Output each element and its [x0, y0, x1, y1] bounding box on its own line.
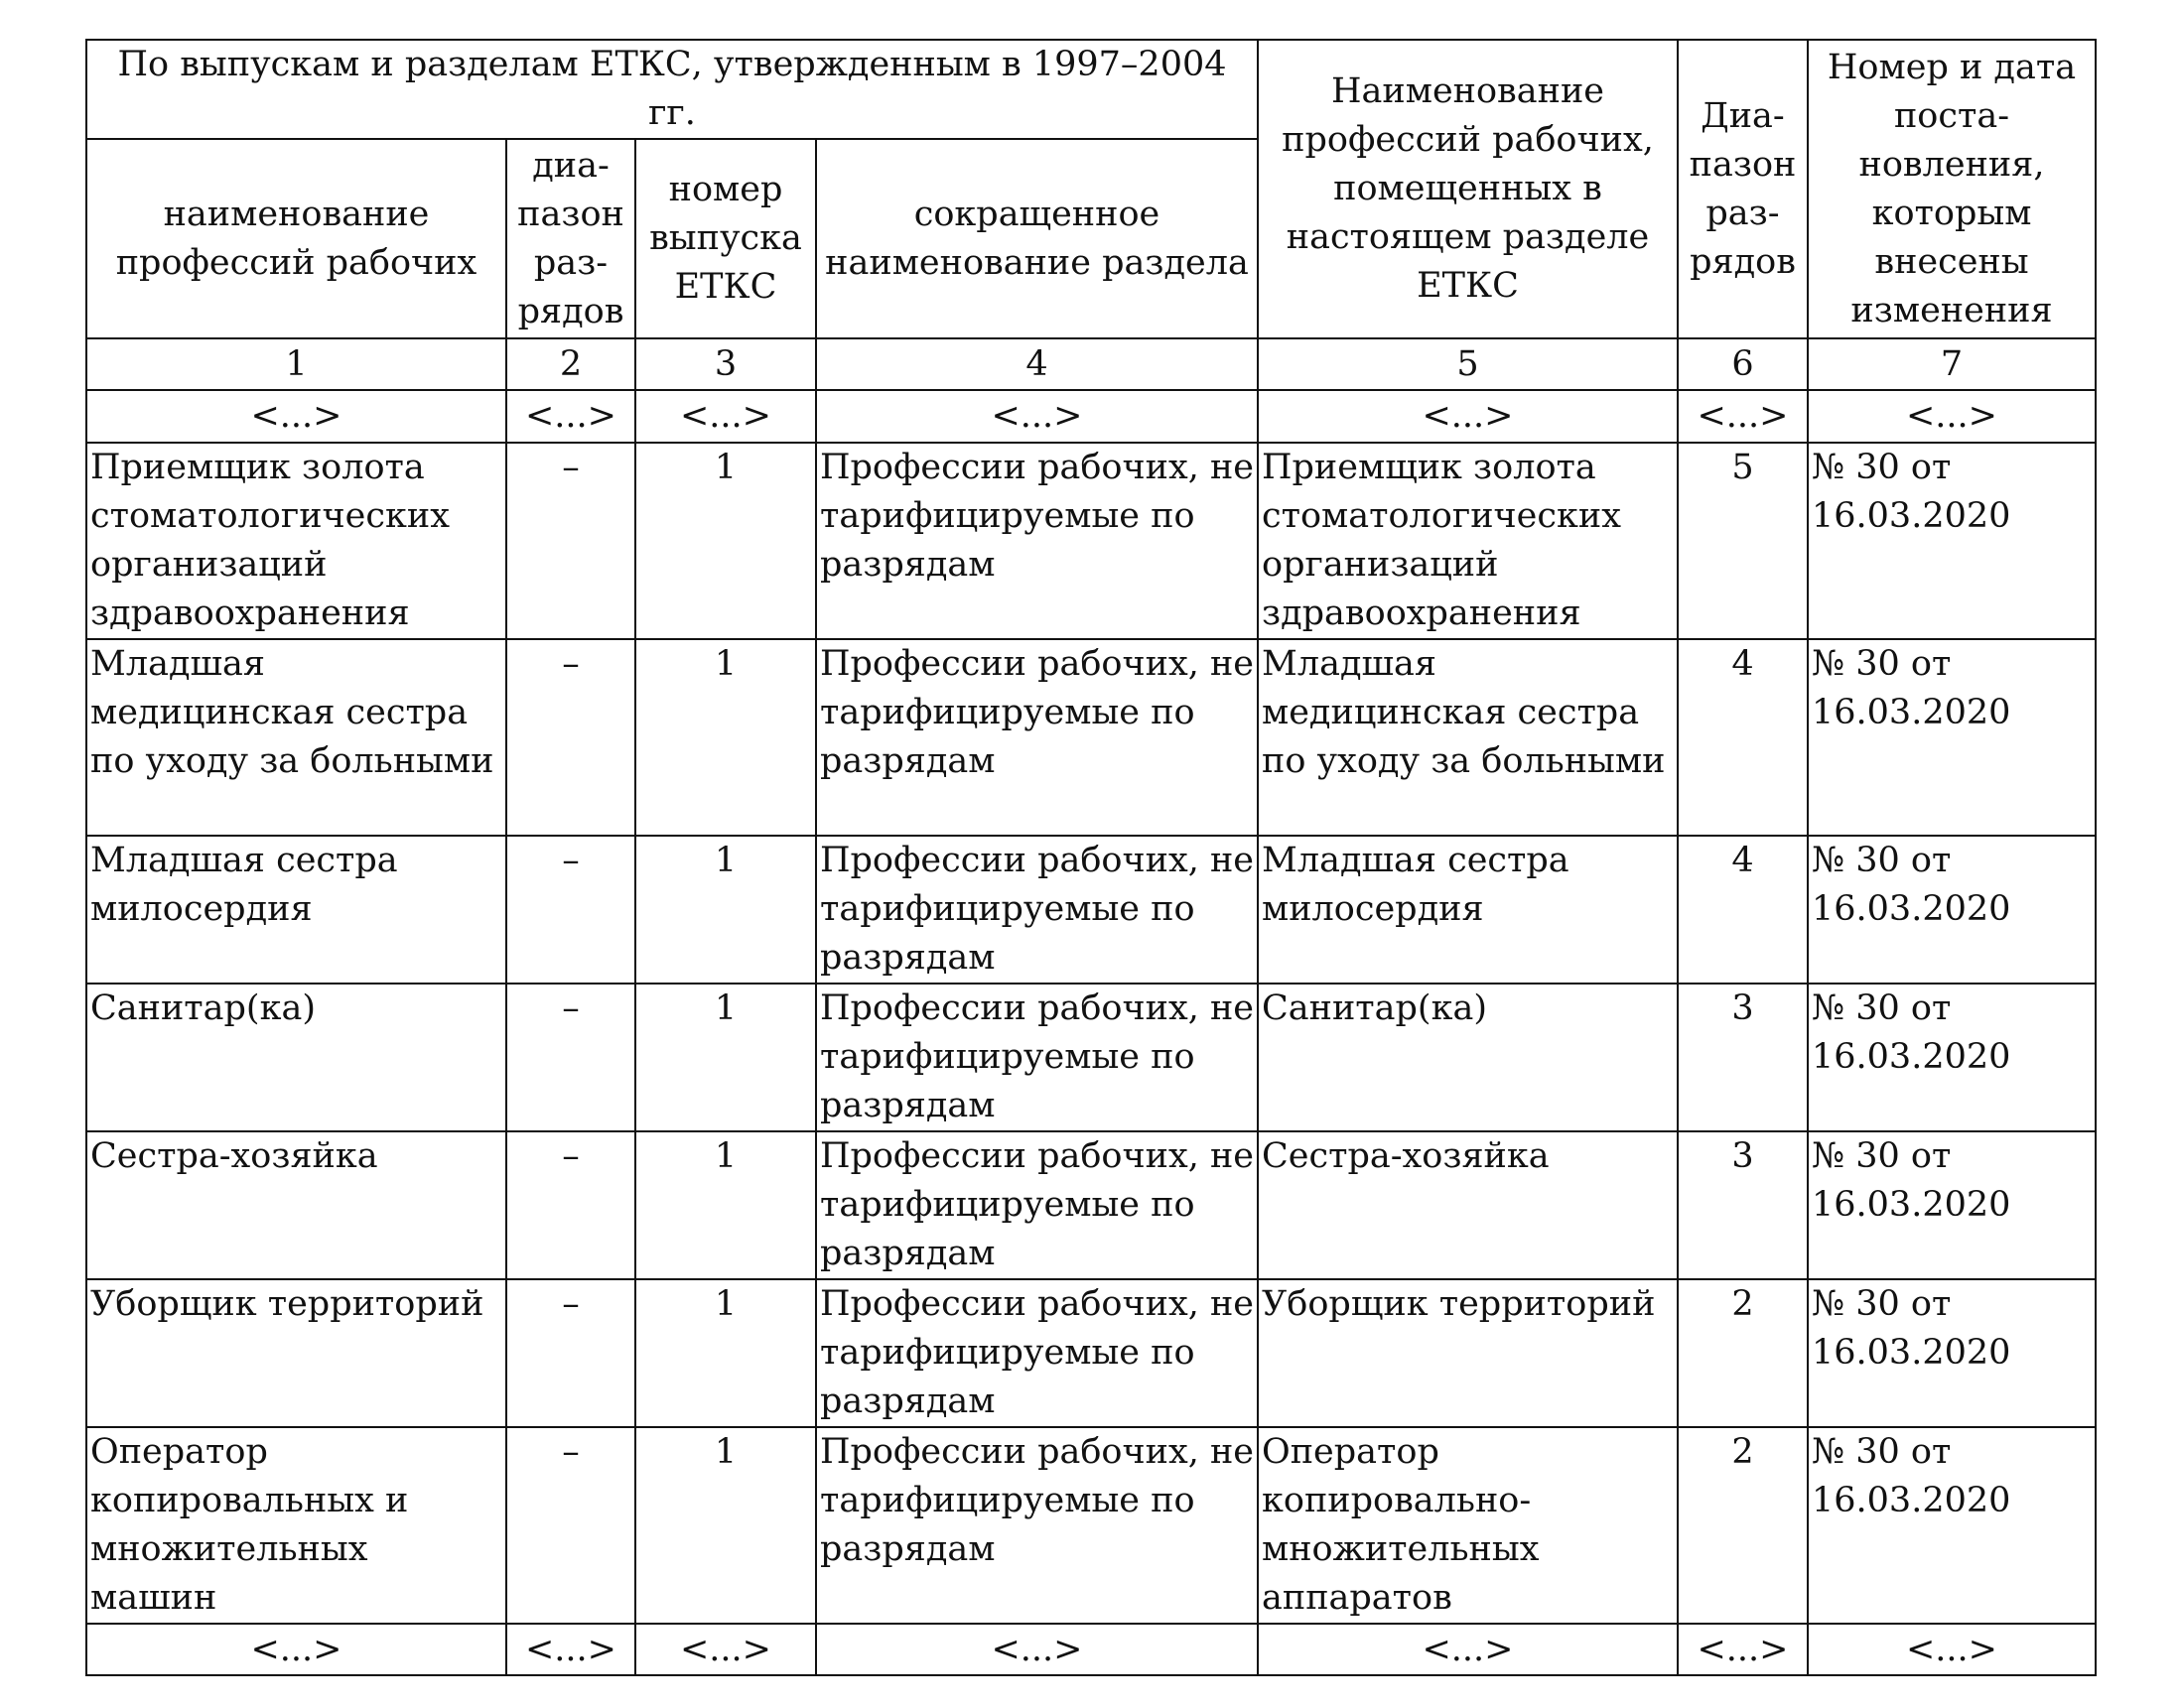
ellipsis-cell: <...> — [816, 390, 1258, 443]
cell-section: Профессии рабочих, не тарифицируемые по разрядам — [816, 984, 1258, 1131]
table-row — [86, 1427, 2096, 1624]
cell-issue: 1 — [635, 836, 816, 984]
ellipsis-row-top — [86, 390, 2096, 443]
etks-changes-table — [85, 39, 2097, 1676]
header-col7-decree: Номер и дата поста-новления, которым внесены изменения — [1808, 40, 2096, 338]
header-row-1 — [86, 40, 2096, 139]
ellipsis-cell: <...> — [1808, 1624, 2096, 1675]
cell-issue: 1 — [635, 1279, 816, 1427]
cell-issue: 1 — [635, 639, 816, 836]
cell-section: Профессии рабочих, не тарифицируемые по разрядам — [816, 443, 1258, 639]
cell-old-range: – — [506, 1427, 635, 1624]
column-number: 7 — [1808, 338, 2096, 390]
header-col3-issue: номер выпуска ЕТКС — [635, 139, 816, 338]
cell-issue: 1 — [635, 443, 816, 639]
cell-section: Профессии рабочих, не тарифицируемые по разрядам — [816, 1427, 1258, 1624]
header-group-title: По выпускам и разделам ЕТКС, утвержденным в 1997–2004 гг. — [86, 40, 1258, 139]
cell-new-range: 2 — [1678, 1427, 1808, 1624]
cell-new-range: 2 — [1678, 1279, 1808, 1427]
header-col4-section: сокращенное наименование раздела — [816, 139, 1258, 338]
cell-old-profession: Приемщик золота стоматологических организаций здравоохранения — [86, 443, 506, 639]
column-number: 3 — [635, 338, 816, 390]
cell-new-profession: Уборщик территорий — [1258, 1279, 1678, 1427]
table-row — [86, 836, 2096, 984]
column-number: 2 — [506, 338, 635, 390]
cell-new-range: 4 — [1678, 639, 1808, 836]
ellipsis-cell: <...> — [1678, 1624, 1808, 1675]
cell-issue: 1 — [635, 984, 816, 1131]
ellipsis-cell: <...> — [635, 1624, 816, 1675]
ellipsis-cell: <...> — [1258, 1624, 1678, 1675]
cell-new-profession: Сестра-хозяйка — [1258, 1131, 1678, 1279]
cell-decree: № 30 от 16.03.2020 — [1808, 639, 2096, 836]
header-col5-new-profession: Наименование профессий рабочих, помещенных в настоящем разделе ЕТКС — [1258, 40, 1678, 338]
cell-section: Профессии рабочих, не тарифицируемые по разрядам — [816, 639, 1258, 836]
cell-section: Профессии рабочих, не тарифицируемые по разрядам — [816, 1279, 1258, 1427]
cell-new-profession: Младшая сестра милосердия — [1258, 836, 1678, 984]
ellipsis-cell: <...> — [1678, 390, 1808, 443]
header-col6-new-range: Диа-пазон раз-рядов — [1678, 40, 1808, 338]
cell-decree: № 30 от 16.03.2020 — [1808, 984, 2096, 1131]
header-col2-range: диа-пазон раз-рядов — [506, 139, 635, 338]
ellipsis-cell: <...> — [1808, 390, 2096, 443]
cell-decree: № 30 от 16.03.2020 — [1808, 1279, 2096, 1427]
cell-new-range: 4 — [1678, 836, 1808, 984]
ellipsis-cell: <...> — [506, 390, 635, 443]
cell-old-range: – — [506, 639, 635, 836]
ellipsis-cell: <...> — [86, 390, 506, 443]
cell-decree: № 30 от 16.03.2020 — [1808, 1427, 2096, 1624]
ellipsis-cell: <...> — [816, 1624, 1258, 1675]
cell-decree: № 30 от 16.03.2020 — [1808, 836, 2096, 984]
ellipsis-cell: <...> — [506, 1624, 635, 1675]
cell-old-profession: Санитар(ка) — [86, 984, 506, 1131]
cell-new-profession: Оператор копировально-множительных аппаратов — [1258, 1427, 1678, 1624]
table-row — [86, 1279, 2096, 1427]
column-numbers-row — [86, 338, 2096, 390]
cell-old-range: – — [506, 1279, 635, 1427]
cell-decree: № 30 от 16.03.2020 — [1808, 1131, 2096, 1279]
ellipsis-cell: <...> — [86, 1624, 506, 1675]
cell-new-range: 5 — [1678, 443, 1808, 639]
column-number: 5 — [1258, 338, 1678, 390]
column-number: 4 — [816, 338, 1258, 390]
ellipsis-cell: <...> — [635, 390, 816, 443]
header-col1-profession: наименование профессий рабочих — [86, 139, 506, 338]
cell-old-range: – — [506, 1131, 635, 1279]
table-row — [86, 984, 2096, 1131]
cell-old-profession: Младшая сестра милосердия — [86, 836, 506, 984]
cell-old-range: – — [506, 443, 635, 639]
ellipsis-row-bottom — [86, 1624, 2096, 1675]
cell-old-range: – — [506, 984, 635, 1131]
cell-new-profession: Младшая медицинская сестра по уходу за больными — [1258, 639, 1678, 836]
cell-new-profession: Санитар(ка) — [1258, 984, 1678, 1131]
cell-new-profession: Приемщик золота стоматологических организаций здравоохранения — [1258, 443, 1678, 639]
cell-issue: 1 — [635, 1427, 816, 1624]
cell-section: Профессии рабочих, не тарифицируемые по разрядам — [816, 1131, 1258, 1279]
ellipsis-cell: <...> — [1258, 390, 1678, 443]
cell-old-profession: Младшая медицинская сестра по уходу за больными — [86, 639, 506, 836]
cell-new-range: 3 — [1678, 984, 1808, 1131]
cell-decree: № 30 от 16.03.2020 — [1808, 443, 2096, 639]
cell-old-range: – — [506, 836, 635, 984]
cell-old-profession: Уборщик территорий — [86, 1279, 506, 1427]
column-number: 1 — [86, 338, 506, 390]
cell-section: Профессии рабочих, не тарифицируемые по разрядам — [816, 836, 1258, 984]
column-number: 6 — [1678, 338, 1808, 390]
cell-new-range: 3 — [1678, 1131, 1808, 1279]
table-row — [86, 443, 2096, 639]
table-row — [86, 639, 2096, 836]
table-row — [86, 1131, 2096, 1279]
cell-old-profession: Сестра-хозяйка — [86, 1131, 506, 1279]
cell-old-profession: Оператор копировальных и множительных машин — [86, 1427, 506, 1624]
cell-issue: 1 — [635, 1131, 816, 1279]
